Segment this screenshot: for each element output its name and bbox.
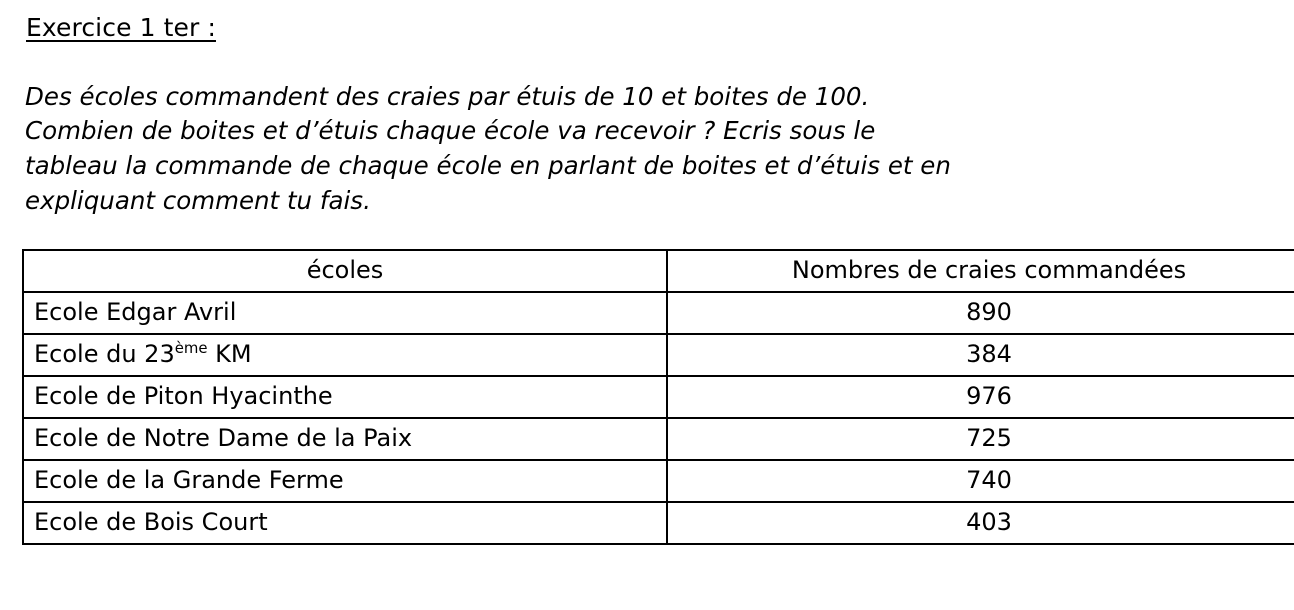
statement-line-4: expliquant comment tu fais. — [25, 185, 371, 215]
table-row — [23, 460, 1294, 502]
cell-craies-count: 890 — [667, 292, 1294, 334]
exercise-statement — [25, 80, 1274, 219]
page-title: Exercice 1 ter : — [26, 13, 216, 42]
table-row — [23, 292, 1294, 334]
school-name-superscript: ème — [174, 338, 208, 357]
table-row — [23, 376, 1294, 418]
cell-craies-count: 976 — [667, 376, 1294, 418]
statement-line-1: Des écoles commandent des craies par étuis de 10 et boites de 100. — [25, 81, 870, 111]
statement-line-2: Combien de boites et d’étuis chaque école va recevoir ? Ecris sous le — [25, 116, 876, 146]
table-row — [23, 334, 1294, 376]
column-header-schools: écoles — [23, 250, 667, 292]
cell-craies-count: 740 — [667, 460, 1294, 502]
cell-school-name: Ecole de la Grande Ferme — [23, 460, 667, 502]
statement-line-3: tableau la commande de chaque école en parlant de boites et d’étuis et en — [25, 151, 951, 181]
cell-craies-count: 403 — [667, 502, 1294, 544]
cell-school-name — [23, 334, 667, 376]
table-header-row — [23, 250, 1294, 292]
cell-school-name: Ecole de Piton Hyacinthe — [23, 376, 667, 418]
cell-school-name: Ecole de Notre Dame de la Paix — [23, 418, 667, 460]
cell-craies-count: 384 — [667, 334, 1294, 376]
school-name-suffix: KM — [207, 339, 252, 368]
column-header-count: Nombres de craies commandées — [667, 250, 1294, 292]
table-row — [23, 502, 1294, 544]
cell-school-name: Ecole de Bois Court — [23, 502, 667, 544]
table-row — [23, 418, 1294, 460]
cell-school-name: Ecole Edgar Avril — [23, 292, 667, 334]
cell-craies-count: 725 — [667, 418, 1294, 460]
schools-craies-table — [22, 249, 1294, 545]
school-name-base: Ecole du 23 — [34, 339, 175, 368]
